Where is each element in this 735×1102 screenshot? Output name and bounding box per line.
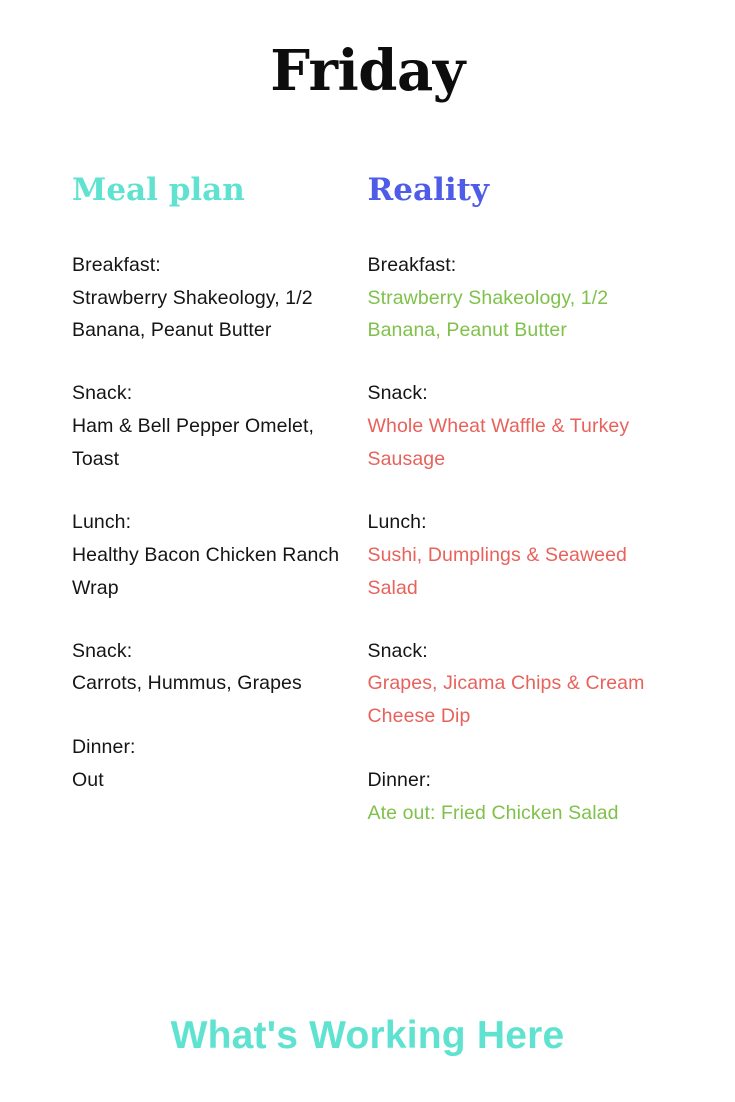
meal-entry-lunch-reality (368, 506, 646, 604)
meal-entry-snack1-plan (72, 377, 350, 475)
meal-plan-heading: Meal plan (72, 171, 245, 208)
meal-entry-dinner-reality (368, 764, 646, 830)
meal-value: Ate out: Fried Chicken Salad (367, 801, 619, 824)
footer-branding: What's Working Here (170, 1014, 565, 1057)
meal-label: Snack: (367, 639, 428, 662)
meal-label: Breakfast: (72, 253, 161, 276)
meal-value: Sushi, Dumplings & Seaweed Salad (367, 544, 627, 599)
meal-value: Whole Wheat Waffle & Turkey Sausage (367, 414, 630, 470)
meal-label: Breakfast: (367, 253, 457, 276)
meal-value: Carrots, Hummus, Grapes (72, 672, 302, 695)
meal-entry-snack1-reality (368, 377, 646, 475)
reality-heading: Reality (367, 171, 489, 208)
meal-entry-snack2-plan (72, 635, 350, 701)
meal-value: Strawberry Shakeology, 1/2 Banana, Peanut Butter (367, 286, 609, 342)
meal-label: Lunch: (367, 511, 427, 534)
meal-label: Dinner: (367, 768, 432, 791)
meal-value: Out (72, 768, 104, 791)
meal-plan-column (72, 173, 368, 830)
page-title: Friday (270, 38, 465, 104)
comparison-columns (0, 173, 735, 830)
reality-column (368, 173, 664, 830)
meal-value: Ham & Bell Pepper Omelet, Toast (72, 414, 315, 470)
meal-entry-dinner-plan (72, 731, 350, 797)
meal-label: Snack: (72, 639, 133, 662)
meal-label: Snack: (72, 382, 133, 405)
meal-value: Healthy Bacon Chicken Ranch Wrap (72, 544, 340, 599)
meal-label: Lunch: (72, 511, 132, 534)
meal-entry-snack2-reality (368, 635, 646, 733)
meal-value: Grapes, Jicama Chips & Cream Cheese Dip (367, 672, 645, 728)
meal-label: Dinner: (72, 736, 136, 759)
meal-entry-lunch-plan (72, 506, 350, 604)
meal-label: Snack: (367, 382, 428, 405)
meal-value: Strawberry Shakeology, 1/2 Banana, Peanut Butter (72, 286, 313, 342)
meal-entry-breakfast-plan (72, 249, 350, 347)
meal-entry-breakfast-reality (368, 249, 646, 347)
